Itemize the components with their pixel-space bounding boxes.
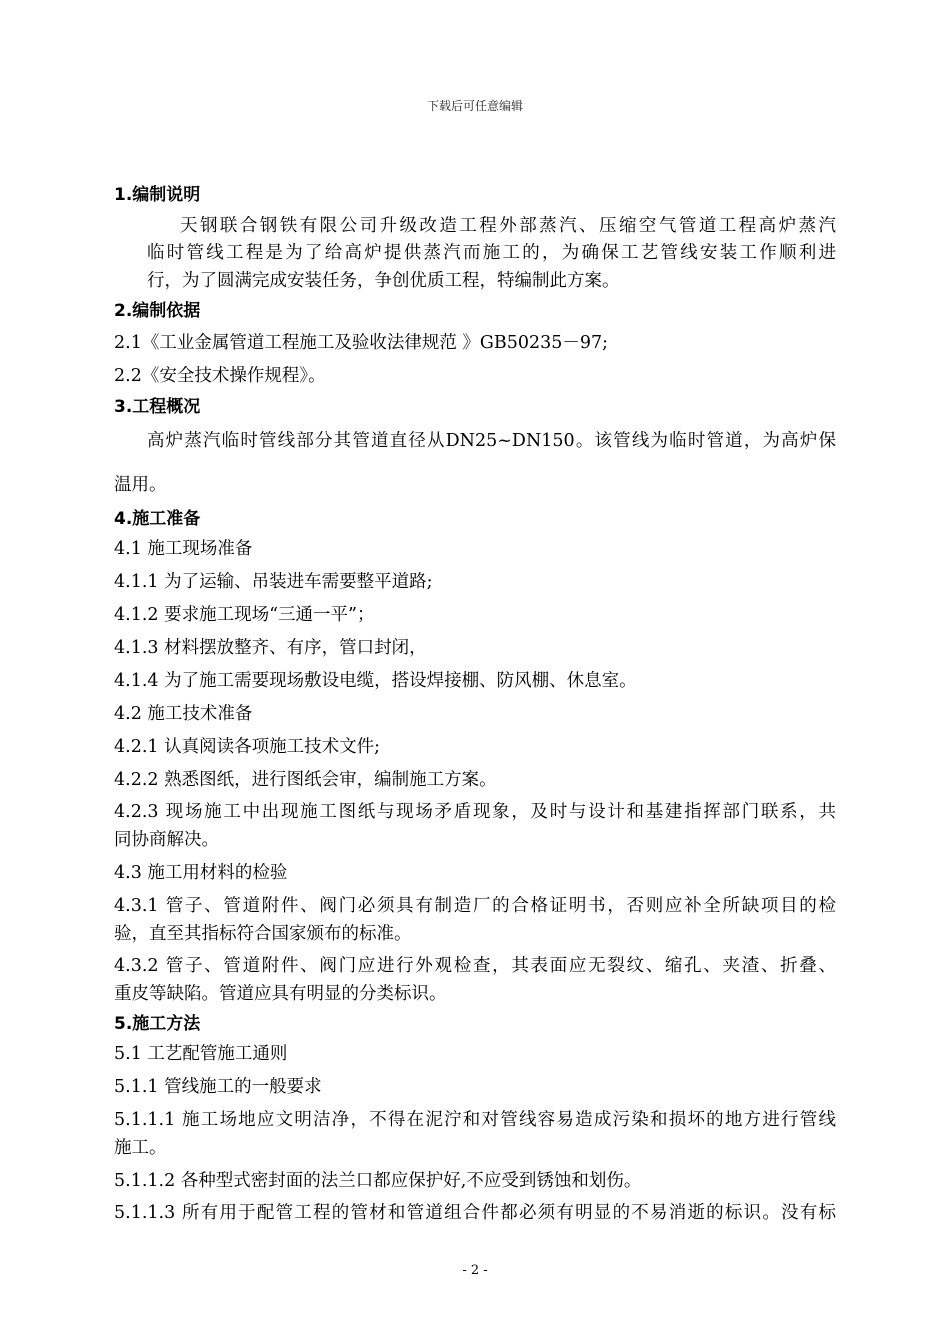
paragraph-line: 温用。 <box>114 475 167 495</box>
list-item: 4.2 施工技术准备 <box>114 704 253 724</box>
list-item: 验，直至其指标符合国家颁布的标准。 <box>114 924 412 944</box>
list-item: 施工。 <box>114 1138 167 1158</box>
page-number: - 2 - <box>462 1263 488 1278</box>
list-item: 2.2《安全技术操作规程》。 <box>114 366 326 386</box>
list-item: 4.3.2 管子、管道附件、阀门应进行外观检查，其表面应无裂纹、缩孔、夹渣、折叠、 <box>114 956 836 976</box>
list-item: 5.1.1.3 所有用于配管工程的管材和管道组合件都必须有明显的不易消逝的标识。没有标 <box>114 1203 836 1223</box>
paragraph-line: 临时管线工程是为了给高炉提供蒸汽而施工的，为确保工艺管线安装工作顺利进 <box>147 243 836 263</box>
section-heading-1: 1.编制说明 <box>114 185 201 205</box>
list-item: 4.1.3 材料摆放整齐、有序，管口封闭， <box>114 638 427 658</box>
list-item: 5.1.1.2 各种型式密封面的法兰口都应保护好,不应受到锈蚀和划伤。 <box>114 1171 642 1191</box>
list-item: 4.3 施工用材料的检验 <box>114 863 288 883</box>
list-item: 4.2.3 现场施工中出现施工图纸与现场矛盾现象，及时与设计和基建指挥部门联系，共 <box>114 802 836 822</box>
list-item: 重皮等缺陷。管道应具有明显的分类标识。 <box>114 984 447 1004</box>
section-heading-4: 4.施工准备 <box>114 509 201 529</box>
page-header: 下载后可任意编辑 <box>426 99 523 113</box>
list-item: 4.1 施工现场准备 <box>114 539 253 559</box>
paragraph-line: 行，为了圆满完成安装任务，争创优质工程，特编制此方案。 <box>147 271 620 291</box>
list-item: 5.1 工艺配管施工通则 <box>114 1044 288 1064</box>
section-heading-2: 2.编制依据 <box>114 301 201 321</box>
list-item: 2.1《工业金属管道工程施工及验收法律规范 》GB50235－97; <box>114 333 609 353</box>
list-item: 4.1.1 为了运输、吊装进车需要整平道路; <box>114 572 433 592</box>
list-item: 4.3.1 管子、管道附件、阀门必须具有制造厂的合格证明书，否则应补全所缺项目的检 <box>114 896 836 916</box>
list-item: 5.1.1 管线施工的一般要求 <box>114 1077 322 1097</box>
paragraph-line: 天钢联合钢铁有限公司升级改造工程外部蒸汽、压缩空气管道工程高炉蒸汽 <box>180 216 836 236</box>
list-item: 4.2.2 熟悉图纸，进行图纸会审，编制施工方案。 <box>114 770 497 790</box>
list-item: 4.1.4 为了施工需要现场敷设电缆，搭设焊接棚、防风棚、休息室。 <box>114 671 637 691</box>
list-item: 4.2.1 认真阅读各项施工技术文件; <box>114 737 380 757</box>
list-item: 4.1.2 要求施工现场“三通一平”； <box>114 605 375 625</box>
section-heading-5: 5.施工方法 <box>114 1014 201 1034</box>
section-heading-3: 3.工程概况 <box>114 397 201 417</box>
paragraph-line: 高炉蒸汽临时管线部分其管道直径从DN25~DN150。该管线为临时管道，为高炉保 <box>147 431 836 451</box>
list-item: 同协商解决。 <box>114 830 219 850</box>
list-item: 5.1.1.1 施工场地应文明洁净，不得在泥泞和对管线容易造成污染和损坏的地方进行管线 <box>114 1110 836 1130</box>
